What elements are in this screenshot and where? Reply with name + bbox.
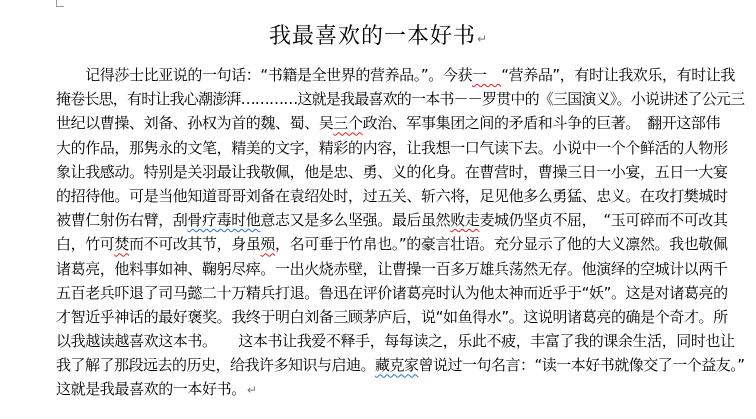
title-row <box>0 22 756 54</box>
body-paragraph[interactable] <box>56 63 745 402</box>
text-line <box>56 305 736 329</box>
document-title[interactable]: 我最喜欢的一本好书 <box>268 24 476 49</box>
text-run: 以我越读越喜欢这本书。 这本书让我爱不释手，每每读之，乐此不疲，丰富了我的课余生活，同时也让 <box>56 332 735 351</box>
page-corner-mark <box>56 0 64 7</box>
text-run: 麦城仍坚贞不屈， “玉可碎而不可改其 <box>479 211 728 230</box>
spelling-flag-text: 殒 <box>260 235 276 254</box>
text-line <box>56 111 736 135</box>
text-run: 我了解了那段远去的历史，给我许多知识与启迪。 <box>56 356 376 375</box>
text-run: 才智近乎神话的最好褒奖。我终于明白刘备三顾茅庐后，说“如鱼得水”。这说明诸葛亮的确是个奇才。所 <box>56 307 728 326</box>
text-line <box>56 208 736 232</box>
text-run: 被曹仁射伤右臂，刮 <box>56 211 188 230</box>
text-line <box>56 232 736 256</box>
text-line <box>56 377 736 401</box>
text-run: 掩卷长思，有时让我心潮澎湃…………这就是我最喜欢的一本书－－罗贯中的《三国演义》。小说讲述了公元三 <box>56 90 745 109</box>
text-line <box>56 329 736 353</box>
text-line <box>56 136 736 160</box>
spelling-flag-text: 败走 <box>450 211 480 230</box>
text-line <box>56 87 745 111</box>
text-run: ，名可垂于竹帛也。”的豪言壮语。充分显示了他的大义凛然。我也敬佩 <box>275 235 728 254</box>
spelling-flag-text: 一 <box>472 66 502 84</box>
text-run: 这就是我最喜欢的一本好书。 <box>56 380 246 399</box>
text-run: 大的作品，那隽永的文笔，精美的文字，精彩的内容，让我想一口气读下去。小说中一个个鲜活的人物形 <box>56 138 728 157</box>
text-line <box>56 63 736 87</box>
text-line <box>56 257 736 281</box>
text-run: 五百老兵吓退了司马懿二十万精兵打退。鲁迅在评价诸葛亮时认为他太神而近乎于“妖”。这是对诸葛亮的 <box>56 283 728 302</box>
text-run: 曾说过一句名言：“读一本好书就像交了一个益友。” <box>418 356 745 375</box>
text-run: 而不可改其节，身虽 <box>129 235 261 254</box>
paragraph-mark-icon: ↵ <box>476 32 488 46</box>
spelling-flag-text: 焚 <box>114 235 130 254</box>
spelling-flag-text: 三个 <box>333 114 363 133</box>
text-run: 象让我感动。特别是关羽最让我敬佩，他是忠、勇、义的化身。在曹营时，曹操三日一小宴，五日一大宴 <box>56 162 728 181</box>
text-line <box>56 160 736 184</box>
text-run: 意志又是多么坚强。最后虽然 <box>260 211 451 230</box>
text-run: “营养品”，有时让我欢乐，有时让我 <box>501 66 735 84</box>
text-run: 诸葛亮，他料事如神、鞠躬尽瘁。一出火烧赤壁，让曹操一百多万雄兵荡然无存。他演绎的空城计以两千 <box>56 259 728 278</box>
text-line <box>56 353 745 377</box>
text-line <box>56 184 736 208</box>
text-run: 的招待他。可是当他知道哥哥刘备在袁绍处时，过五关、斩六将，足见他多么勇猛、忠义。在攻打樊城时 <box>56 186 728 205</box>
grammar-flag-text: 藏克家 <box>375 356 419 375</box>
grammar-flag-text: 骨疗毒时他 <box>187 211 261 230</box>
text-run: 政治、军事集团之间的矛盾和斗争的巨著。 翻开这部伟 <box>362 114 721 133</box>
text-run: 世纪以曹操、刘备、孙权为首的魏、蜀、吴 <box>56 114 334 133</box>
paragraph-mark-icon: ↵ <box>246 383 257 398</box>
text-run: 白，竹可 <box>56 235 115 254</box>
text-line <box>56 281 736 305</box>
text-run: 记得莎士比亚说的一句话：“书籍是全世界的营养品。”。今获 <box>56 66 473 84</box>
